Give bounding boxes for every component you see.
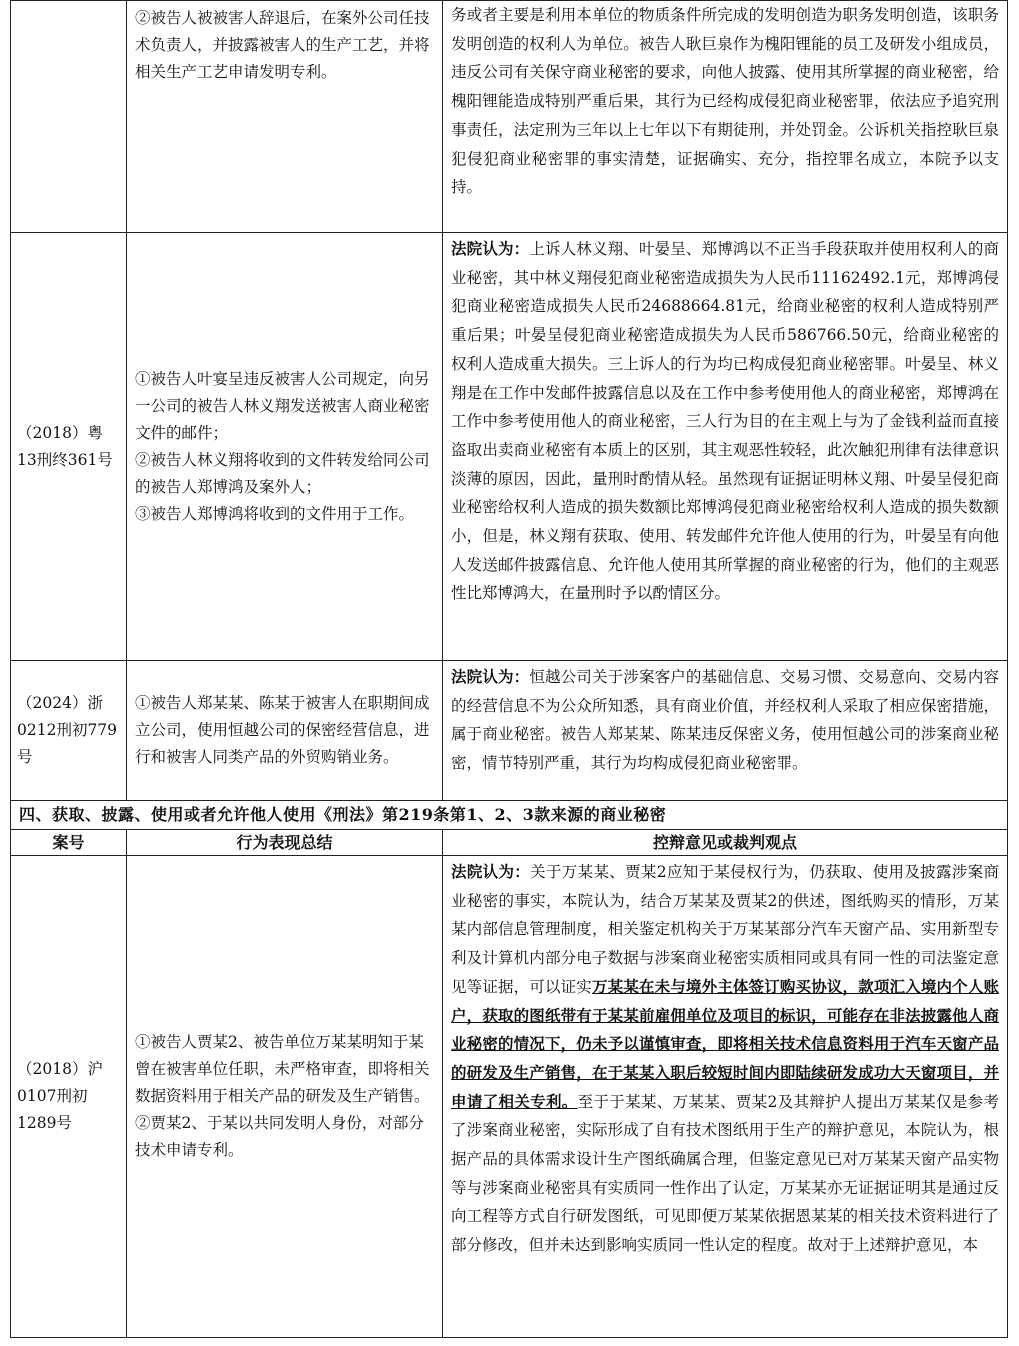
table-row: [11, 856, 1008, 1338]
opinion-emphasis: 万某某在未与境外主体签订购买协议，款项汇入境内个人账户，获取的图纸带有于某某前雇佣单位及项目的标识，可能存在非法披露他人商业秘密的情况下，仍未予以谨慎审查，即将相关技术信息资料用于汽车天窗产品的研发及生产销售，在于某某入职后较短时间内即陆续研发成功大天窗项目，并申请了相关专利。: [451, 976, 999, 1111]
behavior-item: ①被告人贾某2、被告单位万某某明知于某曾在被害单位任职，未严格审查，即将相关数据资料用于相关产品的研发及生产销售。: [135, 1033, 430, 1105]
behavior-cell: [127, 233, 443, 661]
header-row: [11, 830, 1008, 856]
opinion-label: 法院认为：: [451, 862, 531, 881]
table-row: [11, 661, 1008, 801]
header-behavior: 行为表现总结: [127, 830, 443, 856]
behavior-cell: [127, 661, 443, 801]
table-row: [11, 1, 1008, 233]
behavior-item: ②被告人被被害人辞退后，在案外公司任技术负责人，并披露被害人的生产工艺，并将相关生产工艺申请发明专利。: [135, 9, 430, 81]
case-number-cell: （2024）浙0212刑初779号: [11, 661, 127, 801]
opinion-text: 恒越公司关于涉案客户的基础信息、交易习惯、交易意向、交易内容的经营信息不为公众所知悉，具有商业价值，并经权利人采取了相应保密措施，属于商业秘密。被告人郑某某、陈某违反保密义务，使用恒越公司的涉案商业秘密，情节特别严重，其行为均构成侵犯商业秘密罪。: [451, 668, 999, 773]
section-title: 四、获取、披露、使用或者允许他人使用《刑法》第219条第1、2、3款来源的商业秘密: [11, 801, 1008, 830]
opinion-label: 法院认为：: [451, 239, 530, 258]
behavior-item: ①被告人叶宴呈违反被害人公司规定，向另一公司的被告人林义翔发送被害人商业秘密文件的邮件；: [135, 369, 430, 442]
case-number-cell: [11, 1, 127, 233]
behavior-item: ③被告人郑博鸿将收到的文件用于工作。: [135, 504, 415, 523]
opinion-cell: [443, 1, 1008, 233]
opinion-cell: [443, 661, 1008, 801]
behavior-item: ②被告人林义翔将收到的文件转发给同公司的被告人郑博鸿及案外人；: [135, 450, 430, 496]
section-row: [11, 801, 1008, 830]
behavior-item: ①被告人郑某某、陈某于被害人在职期间成立公司，使用恒越公司的保密经营信息，进行和被害人同类产品的外贸购销业务。: [135, 694, 430, 766]
header-case: 案号: [11, 830, 127, 856]
case-table: [10, 0, 1008, 1338]
opinion-cell: [443, 233, 1008, 661]
behavior-cell: [127, 1, 443, 233]
opinion-cell: [443, 856, 1008, 1338]
behavior-item: ②贾某2、于某以共同发明人身份，对部分技术申请专利。: [135, 1114, 424, 1159]
opinion-text: 务或者主要是利用本单位的物质条件所完成的发明创造为职务发明创造，该职务发明创造的权利人为单位。被告人耿巨泉作为槐阳锂能的员工及研发小组成员，违反公司有关保守商业秘密的要求，向他人披露、使用其所掌握的商业秘密，给槐阳锂能造成特别严重后果，其行为已经构成侵犯商业秘密罪，依法应予追究刑事责任，法定刑为三年以上七年以下有期徒刑，并处罚金。公诉机关指控耿巨泉犯侵犯商业秘密罪的事实清楚，证据确实、充分，指控罪名成立，本院予以支持。: [451, 6, 999, 197]
opinion-text: 上诉人林义翔、叶晏呈、郑博鸿以不正当手段获取并使用权利人的商业秘密，其中林义翔侵犯商业秘密造成损失为人民币11162492.1元，郑博鸿侵犯商业秘密造成损失人民币24688664.81元，给商业秘密的权利人造成特别严重后果；叶晏呈侵犯商业秘密造成损失为人民币586766.50元，给商业秘密的权利人造成重大损失。三上诉人的行为均已构成侵犯商业秘密罪。叶晏呈、林义翔是在工作中发邮件披露信息以及在工作中参考使用他人的商业秘密，郑博鸿在工作中参考使用他人的商业秘密，三人行为目的在主观上与为了金钱利益而直接盗取出卖商业秘密有本质上的区别，其主观恶性较轻，此次触犯刑律有法律意识淡薄的原因，因此，量刑时酌情从轻。虽然现有证据证明林义翔、叶晏呈侵犯商业秘密给权利人造成的损失数额比郑博鸿侵犯商业秘密给权利人造成的损失数额小，但是，林义翔有获取、使用、转发邮件允许他人使用的行为，叶晏呈有向他人发送邮件披露信息、允许他人使用其所掌握的商业秘密的行为，他们的主观恶性比郑博鸿大，在量刑时予以酌情区分。: [451, 240, 999, 603]
case-number-cell: （2018）粤13刑终361号: [11, 233, 127, 661]
opinion-text-continued: 至于于某某、万某某、贾某2及其辩护人提出万某某仅是参考了涉案商业秘密，实际形成了自有技术图纸用于生产的辩护意见，本院认为，根据产品的具体需求设计生产图纸确属合理，但鉴定意见已对万某某天窗产品实物等与涉案商业秘密具有实质同一性作出了认定，万某某亦无证据证明其是通过反向工程等方式自行研发图纸，可见即便万某某依据恩某某的相关技术资料进行了部分修改，但并未达到影响实质同一性认定的程度。故对于上述辩护意见，本: [451, 1092, 999, 1255]
case-number-cell: （2018）沪0107刑初1289号: [11, 856, 127, 1338]
header-opinion: 控辩意见或裁判观点: [443, 830, 1008, 856]
opinion-text: 关于万某某、贾某2应知于某侵权行为，仍获取、使用及披露涉案商业秘密的事实，本院认为，结合万某某及贾某2的供述，图纸购买的情形，万某某内部信息管理制度，相关鉴定机构关于万某某部分汽车天窗产品、实用新型专利及计算机内部分电子数据与涉案商业秘密实质相同或具有同一性的司法鉴定意见等证据，可以证实: [451, 863, 999, 996]
table-row: [11, 233, 1008, 661]
opinion-label: 法院认为：: [451, 667, 530, 686]
behavior-cell: [127, 856, 443, 1338]
